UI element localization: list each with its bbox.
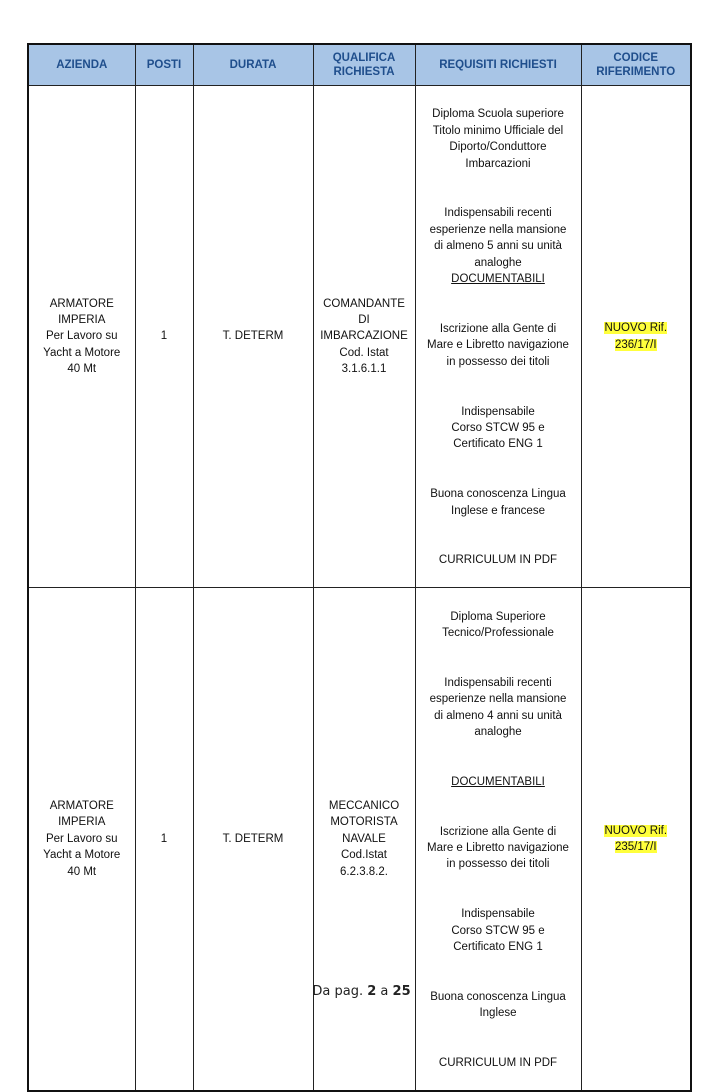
footer-prefix: Da pag.	[312, 984, 364, 999]
cell-durata: T. DETERM	[193, 86, 313, 588]
cell-posti: 1	[135, 86, 193, 588]
requirement-item-group	[419, 205, 578, 287]
requirement-item: Indispensabili recenti esperienze nella mansione di almeno 4 anni su unità analoghe	[429, 676, 567, 738]
cell-codice	[581, 588, 691, 1091]
footer-page-number: 2	[367, 984, 377, 999]
header-posti: POSTI	[135, 44, 193, 86]
cell-posti: 1	[135, 588, 193, 1091]
page-footer	[0, 984, 723, 999]
job-table-container	[27, 43, 690, 1092]
requirement-item: Indispensabile Corso STCW 95 e Certificato ENG 1	[451, 908, 545, 954]
requirement-item: Diploma Superiore Tecnico/Professionale	[442, 610, 554, 639]
requirement-item: Iscrizione alla Gente di Mare e Libretto navigazione in possesso dei titoli	[427, 322, 569, 368]
requirement-item: Buona conoscenza Lingua Inglese e francese	[430, 488, 566, 517]
reference-code-highlight: NUOVO Rif. 236/17/I	[604, 322, 668, 351]
header-azienda: AZIENDA	[28, 44, 135, 86]
requirement-item: CURRICULUM IN PDF	[438, 1057, 558, 1070]
footer-separator: a	[380, 984, 389, 999]
job-offers-table	[27, 43, 692, 1092]
requirement-item: Buona conoscenza Lingua Inglese	[430, 990, 566, 1020]
cell-requisiti	[415, 86, 581, 588]
cell-codice	[581, 86, 691, 588]
header-durata: DURATA	[193, 44, 313, 86]
cell-requisiti	[415, 588, 581, 1091]
table-header-row	[28, 44, 691, 86]
footer-total-pages: 25	[392, 984, 411, 999]
table-row	[28, 588, 691, 1091]
requirement-item: Iscrizione alla Gente di Mare e Libretto navigazione in possesso dei titoli	[427, 825, 569, 871]
requirement-item: Indispensabile Corso STCW 95 e Certificato ENG 1	[451, 405, 545, 451]
table-row	[28, 86, 691, 588]
requirement-item: Indispensabili recenti esperienze nella mansione di almeno 5 anni su unità analoghe	[429, 207, 567, 269]
documentabili-label: DOCUMENTABILI	[451, 775, 545, 788]
header-codice: CODICE RIFERIMENTO	[581, 44, 691, 86]
requirement-item: CURRICULUM IN PDF	[438, 554, 558, 567]
header-requisiti: REQUISITI RICHIESTI	[415, 44, 581, 86]
reference-code-highlight: NUOVO Rif. 235/17/I	[604, 824, 668, 854]
cell-durata: T. DETERM	[193, 588, 313, 1091]
cell-azienda: ARMATORE IMPERIA Per Lavoro su Yacht a Motore 40 Mt	[28, 86, 135, 588]
requirement-item: Diploma Scuola superiore Titolo minimo Ufficiale del Diporto/Conduttore Imbarcazioni	[432, 108, 564, 170]
documentabili-label: DOCUMENTABILI	[451, 273, 545, 286]
cell-azienda: ARMATORE IMPERIA Per Lavoro su Yacht a Motore 40 Mt	[28, 588, 135, 1091]
header-qualifica: QUALIFICA RICHIESTA	[313, 44, 415, 86]
cell-qualifica: COMANDANTE DI IMBARCAZIONE Cod. Istat 3.1.6.1.1	[313, 86, 415, 588]
cell-qualifica: MECCANICO MOTORISTA NAVALE Cod.Istat 6.2.3.8.2.	[313, 588, 415, 1091]
